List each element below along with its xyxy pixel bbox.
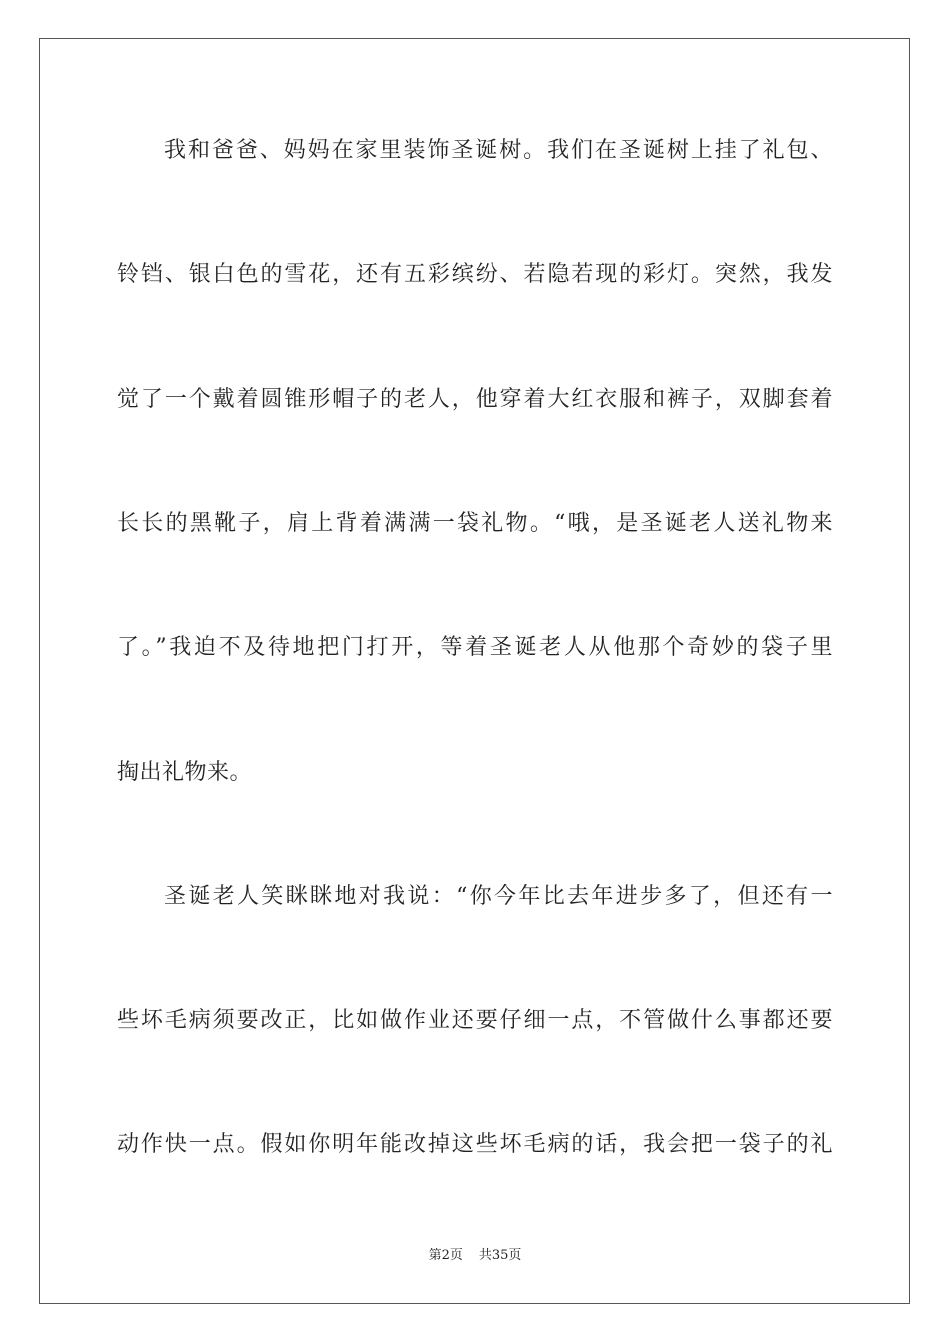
paragraph-2-line-1: 圣诞老人笑眯眯地对我说：“你今年比去年进步多了，但还有一: [164, 884, 833, 909]
paragraph-1-line-5: 了。”我迫不及待地把门打开，等着圣诞老人从他那个奇妙的袋子里: [117, 635, 833, 660]
total-pages: 共35页: [478, 1248, 522, 1263]
page-border: [39, 38, 910, 1304]
page-footer: [0, 1247, 950, 1265]
paragraph-1-line-6: 掏出礼物来。: [117, 760, 253, 785]
paragraph-1-line-1: 我和爸爸、妈妈在家里装饰圣诞树。我们在圣诞树上挂了礼包、: [164, 138, 833, 163]
page-number: 第2页: [428, 1248, 463, 1263]
paragraph-1-line-3: 觉了一个戴着圆锥形帽子的老人，他穿着大红衣服和裤子，双脚套着: [117, 387, 833, 412]
paragraph-2-line-3: 动作快一点。假如你明年能改掉这些坏毛病的话，我会把一袋子的礼: [117, 1132, 833, 1157]
paragraph-1-line-4: 长长的黑靴子，肩上背着满满一袋礼物。“哦，是圣诞老人送礼物来: [117, 511, 833, 536]
paragraph-1-line-2: 铃铛、银白色的雪花，还有五彩缤纷、若隐若现的彩灯。突然，我发: [117, 262, 833, 287]
paragraph-2-line-2: 些坏毛病须要改正，比如做作业还要仔细一点，不管做什么事都还要: [117, 1008, 833, 1033]
